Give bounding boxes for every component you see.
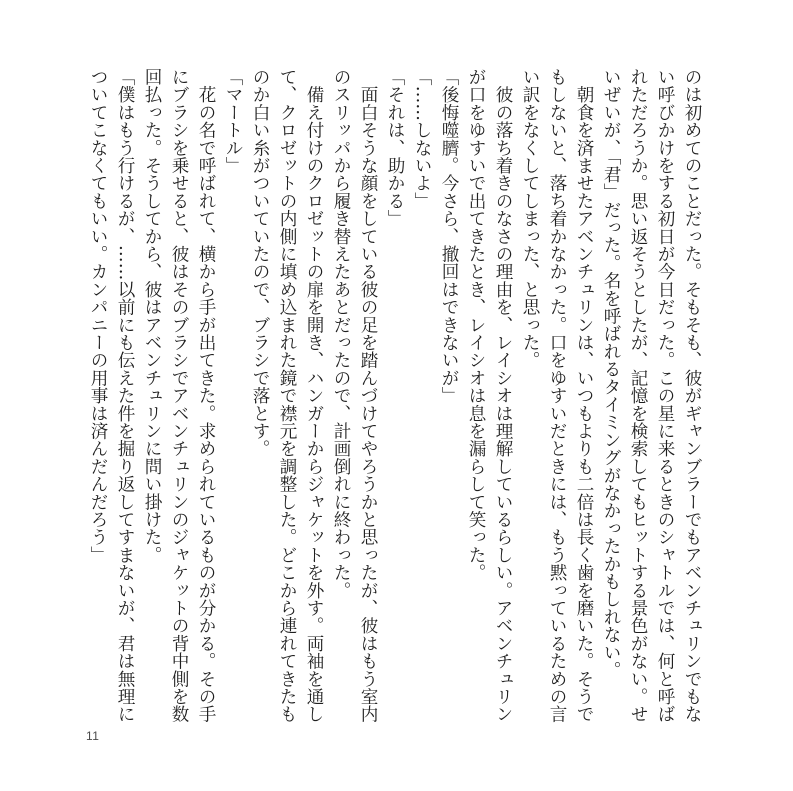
text-line: のは初めてのことだった。そもそも、彼がギャンブラーでもアベンチュリンでもな	[682, 68, 702, 723]
text-line: い呼びかけをする初日が今日だった。この星に来るときのシャトルでは、何と呼ば	[655, 68, 675, 723]
text-line: い訳をなくしてしまった、と思った。	[520, 68, 540, 369]
text-line: 「それは、助かる」	[385, 68, 405, 228]
text-line: にブラシを乗せると、彼はそのブラシでアベンチュリンのジャケットの背中側を数	[169, 68, 189, 723]
text-line: 「……しないよ」	[412, 68, 432, 210]
text-line: いぜいが、「君」だった。名を呼ばれるタイミングがなかったかもしれない。	[601, 68, 621, 679]
text-line: 面白そうな顔をしている彼の足を踏んづけてやろうかと思ったが、彼はもう室内	[358, 68, 378, 723]
text-line: れただろうか。思い返そうとしたが、記憶を検索してもヒットする景色がない。せ	[628, 68, 648, 723]
text-line: 備え付けのクロゼットの扉を開き、ハンガーからジャケットを外す。両袖を通し	[304, 68, 324, 723]
text-line: て、クロゼットの内側に填め込まれた鏡で襟元を調整した。どこから連れてきたも	[277, 68, 297, 723]
text-line: 花の名で呼ばれて、横から手が出てきた。求められているものが分かる。その手	[196, 68, 216, 723]
page-number: 11	[86, 729, 100, 743]
text-line: のスリッパから履き替えたあとだったので、計画倒れに終わった。	[331, 68, 351, 599]
text-line: 「僕はもう行けるが、……以前にも伝えた件を掘り返してすまないが、君は無理に	[115, 68, 135, 723]
text-line: のか白い糸がついていたので、ブラシで落とす。	[250, 68, 270, 458]
text-line: 「後悔噬臍。今さら、撤回はできないが」	[439, 68, 459, 405]
vertical-body-text	[84, 68, 705, 723]
text-line: 彼の落ち着きのなさの理由を、レイシオは理解しているらしい。アベンチュリン	[493, 68, 513, 723]
text-line: が口をゆすいで出てきたとき、レイシオは息を漏らして笑った。	[466, 68, 486, 582]
text-line: 朝食を済ませたアベンチュリンは、いつもよりも二倍は長く歯を磨いた。そうで	[574, 68, 594, 723]
text-line: もしないと、落ち着かなかった。口をゆすいだときには、もう黙っているための言	[547, 68, 567, 723]
text-line: ついてこなくてもいい。カンパニーの用事は済んだんだろう」	[88, 68, 108, 564]
text-line: 「マートル」	[223, 68, 243, 175]
text-line: 回払った。そうしてから、彼はアベンチュリンに問い掛けた。	[142, 68, 162, 564]
